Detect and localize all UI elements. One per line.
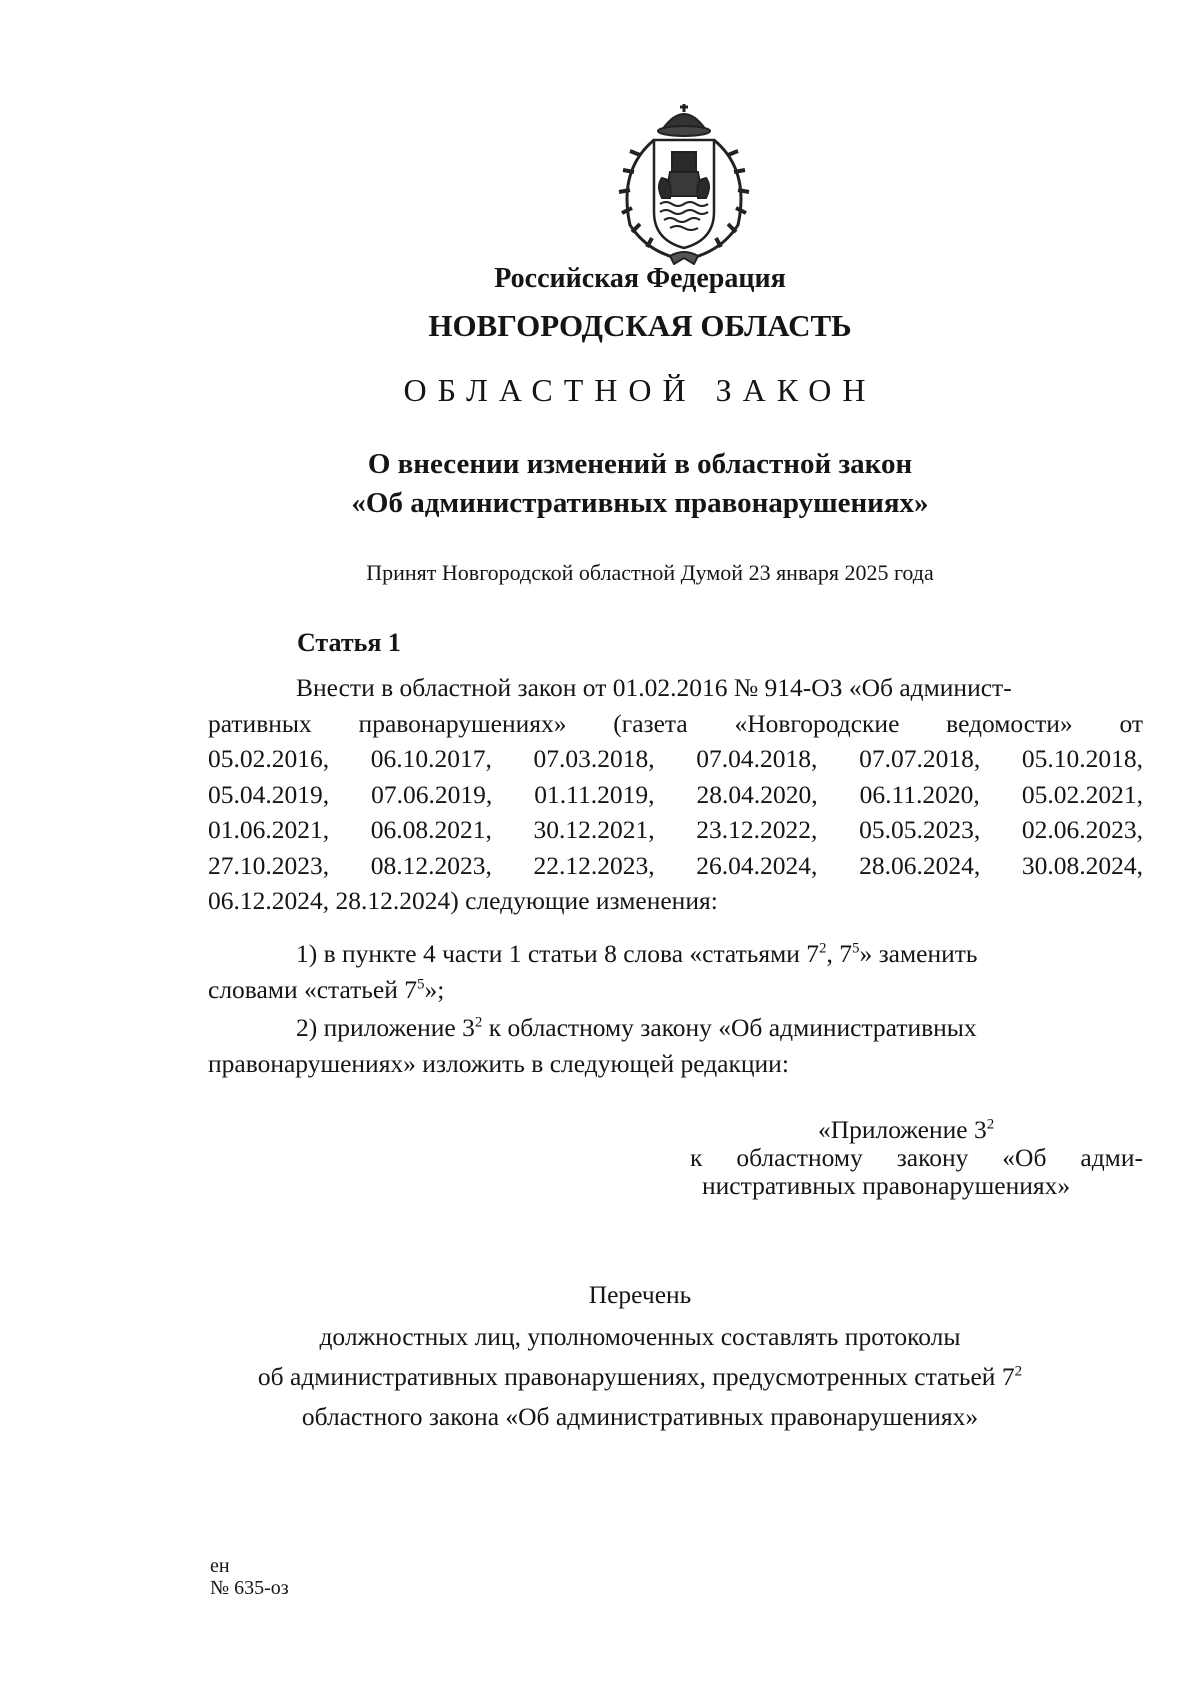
date-item: 02.06.2023, (1021, 815, 1143, 844)
appendix-word: адми- (1080, 1143, 1143, 1172)
date-item: 07.06.2019, (371, 779, 493, 809)
item-2-line-2: правонарушениях» изложить в следующей редакции: (208, 1048, 789, 1078)
appendix-word: закону (896, 1143, 969, 1172)
date-item: 06.11.2020, (859, 779, 980, 809)
date-item: 05.02.2016, (208, 744, 330, 773)
novgorod-coat-of-arms-icon (610, 100, 758, 265)
item-2-text: к областному закону «Об административных (482, 1013, 977, 1042)
law-title-line-1: О внесении изменений в областной закон (367, 448, 913, 480)
law-title-line-2: «Об административных правонарушениях» (351, 487, 929, 519)
date-item: 05.05.2023, (859, 815, 981, 844)
intro-line-2 (208, 706, 1143, 742)
dates-row (208, 777, 1143, 813)
intro-word: «Новгородские (734, 708, 900, 738)
appendix-word: к (690, 1143, 703, 1172)
date-item: 01.11.2019, (534, 779, 655, 809)
date-item: 30.12.2021, (533, 815, 655, 844)
date-item: 28.04.2020, (696, 779, 818, 809)
item-1-text: 1) в пункте 4 части 1 статьи 8 слова «статьями 7 (296, 939, 819, 968)
list-title: Перечень (588, 1280, 692, 1309)
date-item: 07.07.2018, (859, 744, 981, 773)
region-heading: НОВГОРОДСКАЯ ОБЛАСТЬ (428, 308, 852, 343)
date-item: 01.06.2021, (208, 815, 330, 844)
dates-row (208, 741, 1143, 777)
item-1-line-1 (208, 936, 1143, 972)
superscript: 5 (417, 976, 425, 992)
date-item: 06.08.2021, (370, 815, 492, 844)
date-item: 28.06.2024, (859, 850, 981, 880)
date-item: 07.03.2018, (533, 744, 655, 773)
superscript: 5 (851, 940, 860, 957)
intro-line-1: Внести в областной закон от 01.02.2016 № 914-ОЗ «Об админист- (296, 673, 1012, 702)
list-subtitle-line-1: должностных лиц, уполномоченных составлять протоколы (319, 1322, 961, 1351)
appendix-title-text: «Приложение 3 (818, 1115, 987, 1144)
superscript: 2 (986, 1116, 995, 1133)
date-item: 26.04.2024, (696, 850, 818, 880)
appendix-title (690, 1116, 1143, 1144)
footer-number: № 635-оз (210, 1577, 289, 1599)
document-footer (210, 1555, 289, 1599)
footer-initials: ен (210, 1555, 230, 1577)
date-item: 23.12.2022, (696, 815, 818, 844)
date-item: 30.08.2024, (1021, 850, 1143, 880)
item-1-text: »; (424, 974, 445, 1004)
article-intro-paragraph (208, 670, 1143, 919)
federation-heading: Российская Федерация (494, 263, 786, 294)
superscript: 2 (474, 1014, 483, 1031)
appendix-word: областному (736, 1143, 863, 1172)
list-subtitle-text: об административных правонарушениях, предусмотренных статьей 7 (257, 1362, 1015, 1391)
adoption-note: Принят Новгородской областной Думой 23 января 2025 года (366, 560, 934, 585)
intro-last-line: 06.12.2024, 28.12.2024) следующие изменения: (208, 886, 718, 915)
date-item: 06.10.2017, (370, 744, 492, 773)
item-2-text: 2) приложение 3 (296, 1013, 475, 1042)
date-item: 22.12.2023, (533, 850, 655, 880)
dates-row (208, 848, 1143, 884)
item-2-line-1 (208, 1010, 1143, 1046)
superscript: 2 (818, 940, 827, 957)
dates-row (208, 812, 1143, 848)
item-1-text: , 7 (826, 939, 852, 968)
list-subtitle-line-3: областного закона «Об административных правонарушениях» (301, 1402, 979, 1431)
article-item-2 (208, 1010, 1143, 1081)
item-1-line-2 (208, 972, 1143, 1008)
date-item: 05.10.2018, (1021, 744, 1143, 773)
date-item: 27.10.2023, (208, 850, 330, 880)
date-item: 08.12.2023, (370, 850, 492, 880)
intro-word: ведомости» (946, 708, 1073, 738)
article-heading: Статья 1 (297, 628, 401, 657)
intro-word: ративных (208, 708, 312, 738)
law-type-heading: ОБЛАСТНОЙ ЗАКОН (403, 372, 877, 408)
superscript: 2 (1014, 1363, 1023, 1380)
appendix-line-2 (690, 1144, 1143, 1172)
date-item: 05.04.2019, (208, 779, 330, 809)
intro-word: правонарушениях» (358, 708, 567, 738)
date-item: 05.02.2021, (1021, 779, 1143, 809)
intro-word: (газета (613, 708, 688, 738)
item-1-text: » заменить (859, 939, 978, 968)
article-item-1 (208, 936, 1143, 1007)
item-1-text: словами «статьей 7 (208, 974, 418, 1004)
list-subtitle-line-2 (40, 1362, 1200, 1392)
date-item: 07.04.2018, (696, 744, 818, 773)
intro-word: от (1119, 708, 1143, 738)
appendix-reference (690, 1116, 1143, 1200)
appendix-word: «Об (1002, 1143, 1047, 1172)
appendix-line-3: нистративных правонарушениях» (702, 1171, 1071, 1200)
